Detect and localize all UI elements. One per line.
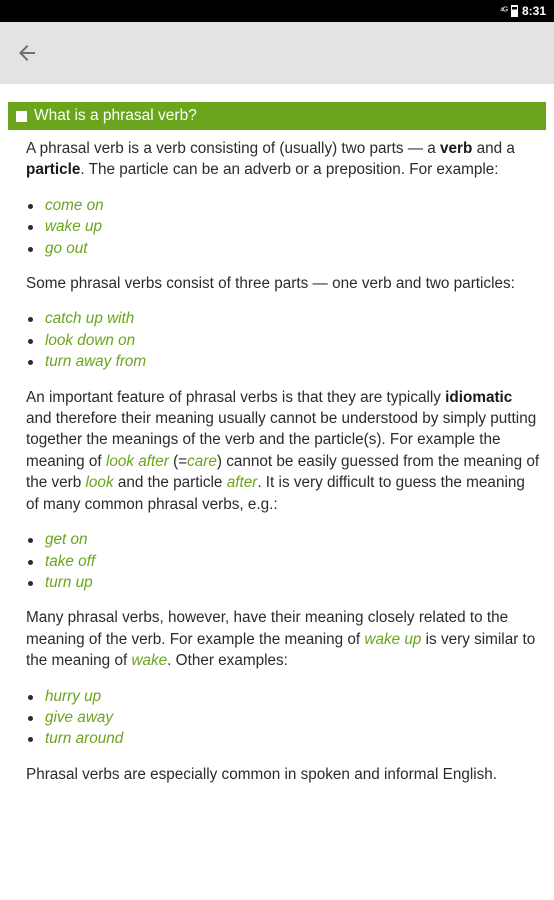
example-term: wake	[131, 652, 168, 670]
list-item: catch up with	[26, 308, 540, 329]
status-bar	[0, 0, 554, 22]
example-list-3	[26, 529, 540, 593]
list-item: go out	[26, 238, 540, 259]
example-list-2	[26, 308, 540, 372]
list-item: come on	[26, 195, 540, 216]
signal-icon: ⁴ᴳ	[499, 5, 507, 17]
example-term: wake up	[364, 630, 422, 648]
example-term: look after	[105, 452, 169, 470]
arrow-left-icon	[15, 41, 39, 65]
example-term: after	[226, 474, 258, 492]
status-time: 8:31	[521, 4, 546, 18]
list-item: wake up	[26, 216, 540, 237]
example-term: care	[187, 452, 217, 470]
back-button[interactable]	[12, 38, 42, 68]
example-list-1	[26, 195, 540, 259]
paragraph-three-parts: Some phrasal verbs consist of three parts — one verb and two particles:	[26, 275, 515, 293]
list-item: turn away from	[26, 351, 540, 372]
list-item: give away	[26, 707, 540, 728]
section-header	[8, 102, 546, 130]
paragraph-closing: Phrasal verbs are especially common in spoken and informal English.	[26, 765, 498, 783]
list-item: turn up	[26, 572, 540, 593]
battery-icon	[511, 5, 518, 17]
list-item: get on	[26, 529, 540, 550]
paragraph-intro: A phrasal verb is a verb consisting of (usually) two parts — a verb and a particle. The particle can be an adverb or a preposition. For example:	[26, 140, 515, 179]
list-item: turn around	[26, 728, 540, 749]
square-bullet-icon	[16, 111, 27, 122]
article-content	[0, 130, 554, 785]
section-title: What is a phrasal verb?	[34, 107, 197, 124]
term-idiomatic: idiomatic	[445, 388, 513, 406]
example-list-4	[26, 686, 540, 750]
list-item: take off	[26, 551, 540, 572]
paragraph-related: Many phrasal verbs, however, have their meaning closely related to the meaning of the verb. For example the meaning of wake up is very similar to the meaning of wake. Other examples:	[26, 609, 536, 670]
paragraph-idiomatic: An important feature of phrasal verbs is that they are typically idiomatic and therefore their meaning usually cannot be understood by simply putting together the meanings of the verb and the particle(s). For example the meaning of look after (=care) cannot be easily guessed from the meaning of the verb look and the particle after. It is very difficult to guess the meaning of many common phrasal verbs, e.g.:	[26, 388, 540, 513]
term-verb: verb	[440, 140, 473, 157]
term-particle: particle	[26, 161, 81, 179]
list-item: look down on	[26, 330, 540, 351]
app-bar	[0, 22, 554, 84]
list-item: hurry up	[26, 686, 540, 707]
example-term: look	[85, 474, 114, 492]
